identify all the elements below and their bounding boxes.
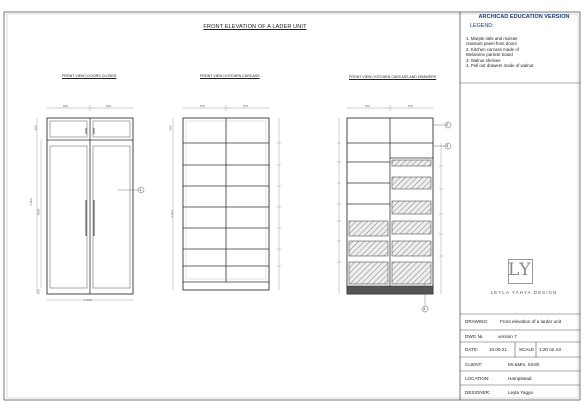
dim-v1-mid: 1800 (36, 208, 41, 216)
legend-line: Melamine particle board (466, 52, 513, 58)
dwg-value: version 7 (498, 334, 517, 339)
dim-v1-width: 1,200 (84, 298, 92, 302)
legend-line: 3. Walnut shelves (466, 57, 501, 63)
view-label-kitchen-carcass: FRONT VIEW | KITCHEN CARCASS (200, 74, 260, 78)
callout-3: 3 (446, 143, 449, 148)
scale-value: 1:20 on A3 (539, 347, 561, 352)
location-value: Hampstead (508, 376, 532, 381)
legend-line: resistant panel front doors (466, 41, 517, 47)
dim-v2-total: 2,184 (169, 210, 174, 218)
drawing-value: Front elevation of a larder unit (500, 319, 562, 324)
view-carcass-drawers (337, 105, 451, 312)
legend-list (466, 36, 533, 68)
view-label-doors-closed: FRONT VIEW | DOORS CLOSED (62, 74, 117, 78)
callout-1: 1 (139, 187, 142, 192)
date-value: 10.09.21 (489, 347, 507, 352)
dim-v1-top-left: 600 (63, 104, 69, 108)
view-label-carcass-drawers: FRONT VIEW | KITCHEN CARCASS AND DRAWERS (349, 75, 437, 79)
client-label: CLIENT: (465, 362, 483, 367)
education-banner: ARCHICAD EDUCATION VERSION (478, 14, 570, 20)
dim-v1-plinth: 150 (36, 289, 41, 295)
callout-4: 4 (423, 306, 426, 311)
dim-v1-upper: 385 (33, 125, 38, 131)
drawing-title: FRONT ELEVATION OF A LADER UNIT (203, 24, 307, 30)
logo-name: LEYLA YAHYA DESIGN (490, 290, 558, 295)
dim-v2-top-left: 570 (200, 104, 206, 108)
plinth (347, 286, 433, 294)
dim-v1-top-right: 600 (106, 104, 112, 108)
date-label: DATE: (465, 347, 479, 352)
legend-line: 2. Kitchen carcass made of (466, 46, 519, 52)
dim-v1-total: 2,200 (28, 198, 33, 206)
view-doors-closed (37, 105, 144, 300)
location-label: LOCATION: (465, 376, 490, 381)
view-kitchen-carcass (173, 105, 281, 290)
designer-label: DESIGNER: (465, 390, 491, 395)
callout-2: 2 (446, 122, 449, 127)
dim-v3-top-right: 570 (408, 104, 414, 108)
client-value: Mr.&Mrs. Smith (508, 362, 540, 367)
dwg-label: DWG № (465, 334, 483, 339)
designer-value: Leyla Yagya (508, 390, 533, 395)
dim-v2-top-right: 570 (243, 104, 249, 108)
legend-line: 1. Marple rails and moister (466, 36, 518, 41)
drawing-label: DRAWING: (465, 319, 489, 324)
scale-label: SCALE (519, 347, 535, 352)
legend-line: 4. Pull out drawers made of walnut (466, 63, 534, 69)
dim-v2-upper: 600 (168, 125, 173, 131)
dim-v3-top-left: 570 (365, 104, 371, 108)
legend-title: LEGEND: (470, 23, 494, 29)
logo-mark: LY (508, 260, 532, 280)
